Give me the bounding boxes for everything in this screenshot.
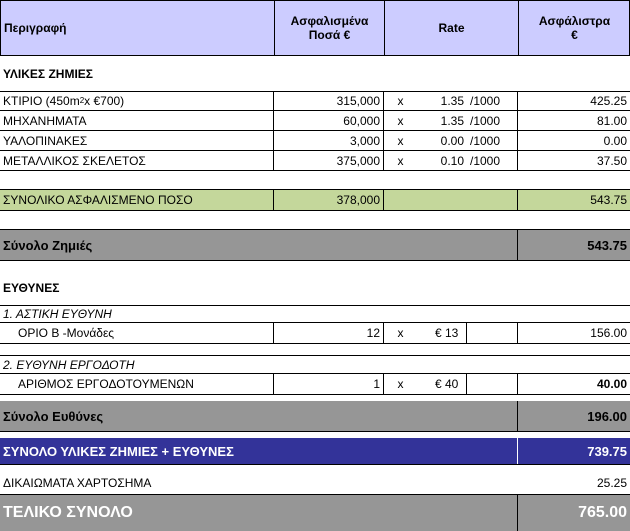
row-description: ΚΤΙΡΙΟ (450m 2 x €700) — [3, 94, 125, 108]
row-amount: 3,000 — [273, 131, 383, 150]
row-price: € 40 — [435, 377, 459, 391]
header-description: Περιγραφή — [4, 21, 67, 35]
row-description: ΥΑΛΟΠΙΝΑΚΕΣ — [3, 133, 88, 148]
spacer-row — [0, 344, 630, 356]
row-amount: 60,000 — [273, 111, 383, 130]
row-times: x — [383, 151, 417, 170]
total-insured-amount: 378,000 — [273, 190, 383, 210]
table-row — [0, 323, 630, 344]
row-description: ΟΡΙΟ Β -Μονάδες — [18, 326, 115, 340]
header-premium-line1: Ασφάλιστρα — [538, 14, 611, 28]
table-row — [0, 374, 630, 395]
subtotal-liability-value: 196.00 — [517, 401, 630, 431]
table-row — [0, 151, 630, 171]
stamp-duty-row — [0, 471, 630, 495]
row-rate: 0.00 — [440, 133, 464, 148]
row-per: /1000 — [470, 153, 501, 168]
section-title-liability: ΕΥΘΥΝΕΣ — [3, 281, 60, 295]
combined-total-label: ΣΥΝΟΛΟ ΥΛΙΚΕΣ ΖΗΜΙΕΣ + ΕΥΘΥΝΕΣ — [3, 443, 234, 459]
total-insured-premium: 543.75 — [517, 190, 630, 210]
row-times: x — [383, 92, 417, 110]
subtotal-damages-row — [0, 230, 630, 261]
row-description: ΜΕΤΑΛΛΙΚΟΣ ΣΚΕΛΕΤΟΣ — [3, 153, 146, 168]
row-description: ΑΡΙΘΜΟΣ ΕΡΓΟΔΟΤΟΥΜΕΝΩΝ — [18, 377, 194, 391]
row-per: /1000 — [470, 113, 501, 128]
total-insured-label: ΣΥΝΟΛΙΚΟ ΑΣΦΑΛΙΣΜΕΝΟ ΠΟΣΟ — [3, 193, 193, 207]
total-insured-row — [0, 190, 630, 211]
row-rate: 1.35 — [440, 94, 464, 108]
spacer-row — [0, 171, 630, 190]
row-rate: 0.10 — [440, 153, 464, 168]
subtotal-liability-row — [0, 401, 630, 432]
employer-liability-title: 2. ΕΥΘΥΝΗ ΕΡΓΟΔΟΤΗ — [3, 357, 135, 372]
stamp-duty-value: 25.25 — [596, 475, 627, 490]
table-row — [0, 91, 630, 111]
row-times: x — [383, 323, 417, 343]
row-premium: 425.25 — [517, 92, 630, 110]
row-times: x — [383, 374, 417, 394]
row-qty: 1 — [273, 374, 383, 394]
employer-liability-title-row — [0, 356, 630, 374]
header-insured-line1: Ασφαλισμένα — [290, 14, 369, 28]
combined-total-row — [0, 438, 630, 465]
grand-total-value: 765.00 — [517, 495, 630, 531]
section-title-material: ΥΛΙΚΕΣ ΖΗΜΙΕΣ — [3, 67, 93, 81]
grand-total-label: ΤΕΛΙΚΟ ΣΥΝΟΛΟ — [3, 504, 133, 521]
spacer-row — [0, 211, 630, 230]
row-premium: 40.00 — [517, 374, 630, 394]
row-per: /1000 — [470, 94, 501, 108]
header-premium — [518, 1, 630, 55]
subtotal-damages-label: Σύνολο Ζημιές — [3, 237, 93, 253]
row-price: € 13 — [435, 326, 459, 340]
table-row — [0, 111, 630, 131]
subtotal-liability-label: Σύνολο Ευθύνες — [3, 408, 104, 424]
row-times: x — [383, 131, 417, 150]
row-premium: 37.50 — [517, 151, 630, 170]
combined-total-value: 739.75 — [517, 438, 630, 464]
row-rate: 1.35 — [440, 113, 464, 128]
row-amount: 375,000 — [273, 151, 383, 170]
row-description: ΜΗΧΑΝΗΜΑΤΑ — [3, 113, 87, 128]
table-row — [0, 131, 630, 151]
civil-liability-title: 1. ΑΣΤΙΚΗ ΕΥΘΥΝΗ — [3, 307, 112, 321]
subtotal-damages-value: 543.75 — [517, 230, 630, 260]
table-header — [0, 0, 630, 56]
row-times: x — [383, 111, 417, 130]
row-premium: 156.00 — [517, 323, 630, 343]
header-premium-line2: € — [571, 28, 578, 42]
stamp-duty-label: ΔΙΚΑΙΩΜΑΤΑ ΧΑΡΤΟΣΗΜΑ — [3, 475, 152, 490]
grand-total-row — [0, 495, 630, 531]
civil-liability-title-row — [0, 305, 630, 323]
row-amount: 315,000 — [273, 92, 383, 110]
header-rate: Rate — [384, 1, 518, 55]
header-insured-line2: Ποσά € — [308, 28, 351, 42]
row-premium: 0.00 — [517, 131, 630, 150]
row-premium: 81.00 — [517, 111, 630, 130]
row-qty: 12 — [273, 323, 383, 343]
row-per: /1000 — [470, 133, 501, 148]
header-insured-amounts — [274, 1, 384, 55]
